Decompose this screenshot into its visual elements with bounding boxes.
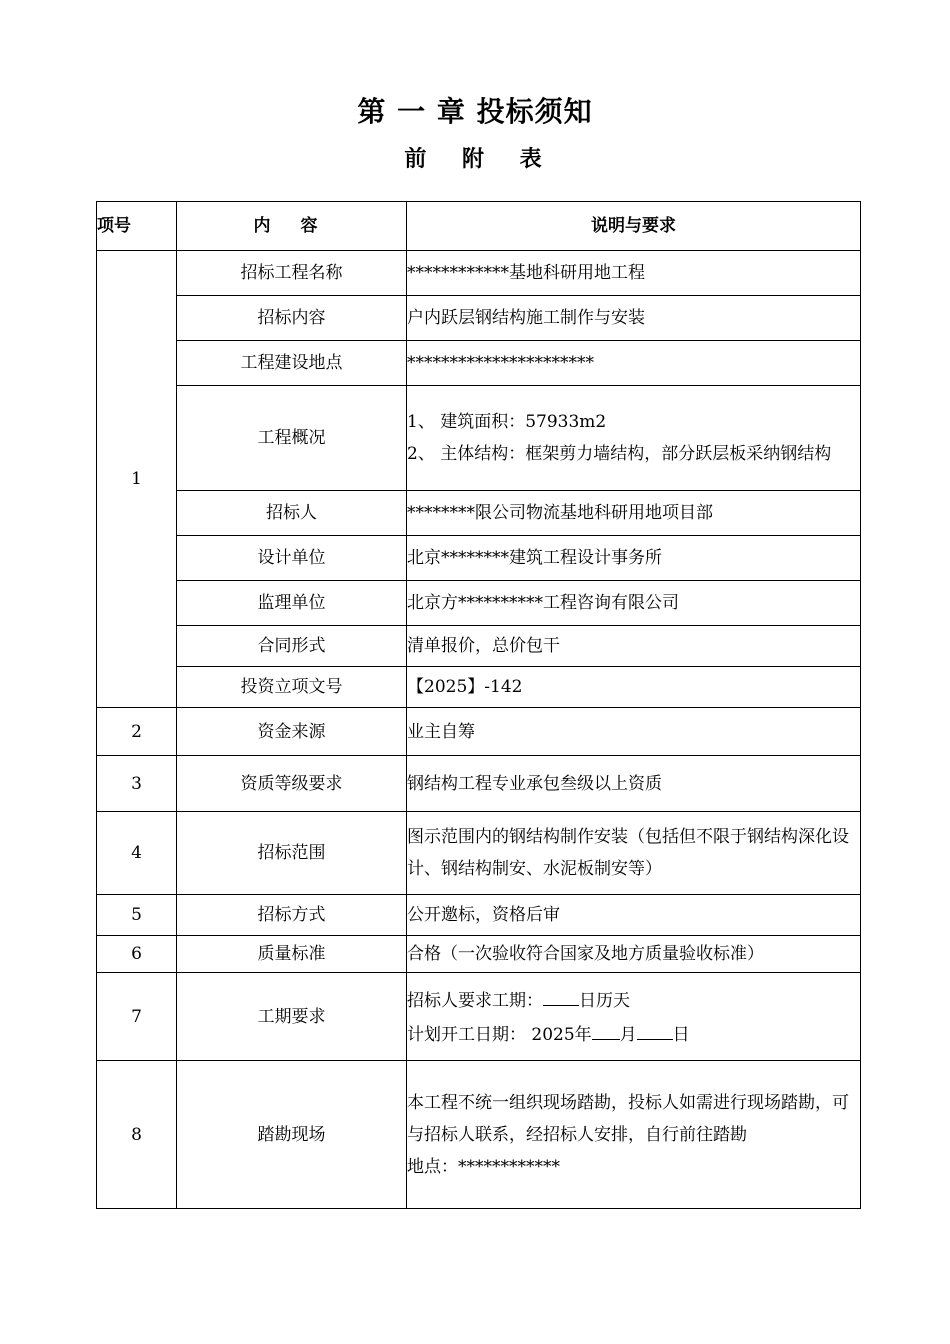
chapter-title: 第 一 章 投标须知 — [357, 95, 593, 128]
item-desc: 公开邀标，资格后审 — [407, 895, 861, 936]
item-label: 投资立项文号 — [177, 667, 407, 708]
site-visit-text: 本工程不统一组织现场踏勘，投标人如需进行现场踏勘，可与招标人联系，经招标人安排，自行前往踏勘 — [407, 1092, 849, 1145]
item-label: 踏勘现场 — [177, 1061, 407, 1209]
table-row — [97, 667, 861, 708]
item-desc: ********限公司物流基地科研用地项目部 — [407, 491, 861, 536]
table-row — [97, 626, 861, 667]
row-no: 3 — [97, 756, 177, 812]
table-row — [97, 756, 861, 812]
row-no: 6 — [97, 936, 177, 973]
item-desc: 清单报价，总价包干 — [407, 626, 861, 667]
table-subtitle: 前 附 表 — [404, 147, 556, 172]
item-label: 工程概况 — [177, 386, 407, 491]
table-row — [97, 386, 861, 491]
site-visit-location: 地点：************ — [407, 1156, 560, 1177]
day-unit: 日 — [672, 1024, 690, 1045]
item-desc — [407, 1061, 861, 1209]
start-date-label: 计划开工日期： 2025年 — [407, 1024, 592, 1045]
item-desc — [407, 973, 861, 1061]
table-row — [97, 251, 861, 296]
table-row — [97, 341, 861, 386]
item-desc: 北京方**********工程咨询有限公司 — [407, 581, 861, 626]
item-desc: 钢结构工程专业承包叁级以上资质 — [407, 756, 861, 812]
item-desc: ************基地科研用地工程 — [407, 251, 861, 296]
item-desc: 户内跃层钢结构施工制作与安装 — [407, 296, 861, 341]
overview-line-1: 1、 建筑面积：57933m2 — [407, 412, 607, 432]
item-desc — [407, 386, 861, 491]
header-content: 内 容 — [177, 202, 407, 251]
item-desc: 业主自筹 — [407, 708, 861, 756]
item-label: 招标工程名称 — [177, 251, 407, 296]
table-row — [97, 812, 861, 895]
item-label: 招标人 — [177, 491, 407, 536]
table-row — [97, 1061, 861, 1209]
item-label: 招标方式 — [177, 895, 407, 936]
overview-line-2: 2、 主体结构：框架剪力墙结构，部分跃层板采纳钢结构 — [407, 444, 832, 464]
table-row — [97, 491, 861, 536]
item-label: 资金来源 — [177, 708, 407, 756]
duration-blank — [543, 983, 579, 1006]
duration-unit: 日历天 — [579, 990, 630, 1011]
schedule-line-2 — [407, 1017, 860, 1051]
item-label: 招标范围 — [177, 812, 407, 895]
day-blank — [637, 1017, 673, 1040]
duration-label: 招标人要求工期： — [407, 990, 543, 1011]
item-desc: 北京********建筑工程设计事务所 — [407, 536, 861, 581]
row-no-1: 1 — [97, 251, 177, 708]
preface-table — [96, 201, 861, 1209]
header-row — [97, 202, 861, 251]
item-label: 工期要求 — [177, 973, 407, 1061]
item-label: 质量标准 — [177, 936, 407, 973]
table-row — [97, 973, 861, 1061]
table-row — [97, 296, 861, 341]
month-unit: 月 — [619, 1024, 637, 1045]
table-row — [97, 581, 861, 626]
row-no: 7 — [97, 973, 177, 1061]
item-desc: 合格（一次验收符合国家及地方质量验收标准） — [407, 936, 861, 973]
schedule-line-1 — [407, 983, 860, 1017]
item-desc: 图示范围内的钢结构制作安装（包括但不限于钢结构深化设计、钢结构制安、水泥板制安等） — [407, 812, 861, 895]
header-desc: 说明与要求 — [407, 202, 861, 251]
item-desc: 【2025】-142 — [407, 667, 861, 708]
table-row — [97, 708, 861, 756]
row-no: 5 — [97, 895, 177, 936]
item-desc: ********************** — [407, 341, 861, 386]
item-label: 设计单位 — [177, 536, 407, 581]
item-label: 合同形式 — [177, 626, 407, 667]
row-no: 8 — [97, 1061, 177, 1209]
row-no: 2 — [97, 708, 177, 756]
month-blank — [592, 1017, 620, 1040]
table-row — [97, 536, 861, 581]
row-no: 4 — [97, 812, 177, 895]
item-label: 工程建设地点 — [177, 341, 407, 386]
item-label: 资质等级要求 — [177, 756, 407, 812]
header-no: 项号 — [97, 202, 177, 251]
table-row — [97, 936, 861, 973]
table-row — [97, 895, 861, 936]
item-label: 招标内容 — [177, 296, 407, 341]
item-label: 监理单位 — [177, 581, 407, 626]
